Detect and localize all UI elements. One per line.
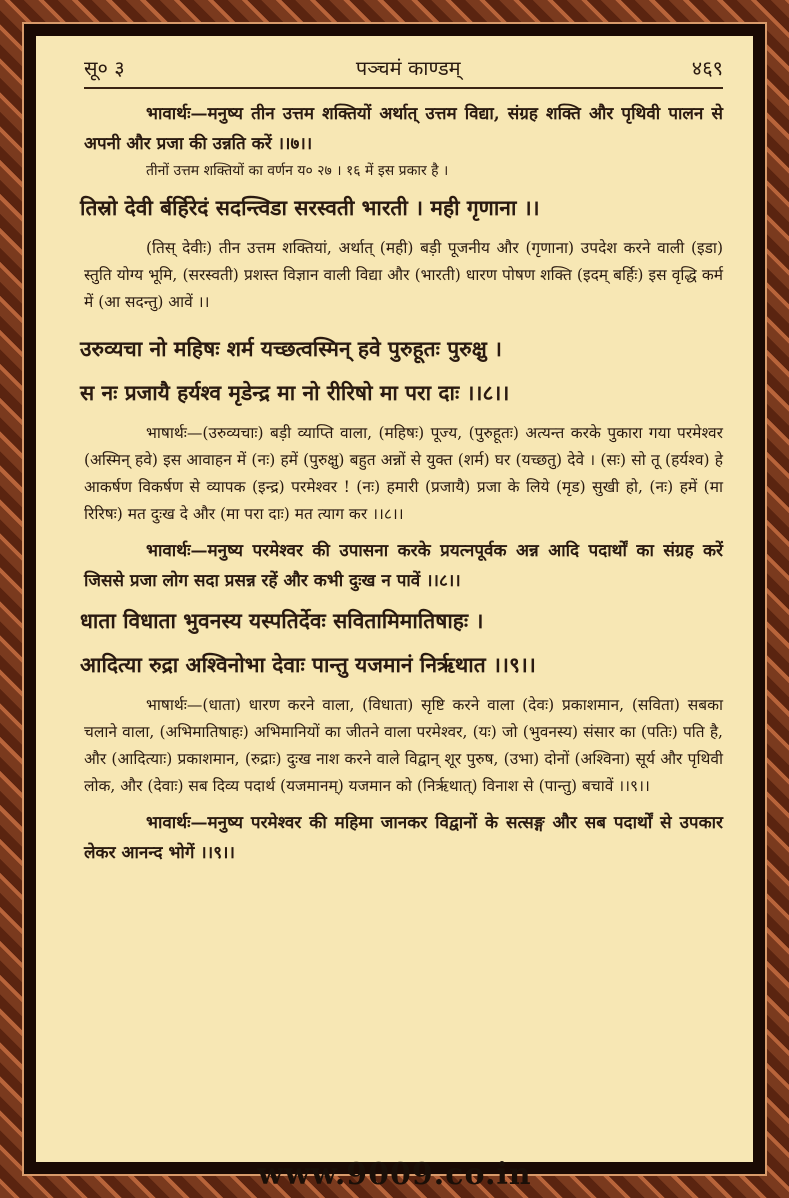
- page-number: ४६९: [691, 56, 723, 80]
- bhavartha-8: भावार्थः—मनुष्य परमेश्वर की उपासना करके प्रयत्नपूर्वक अन्न आदि पदार्थों का संग्रह करें जिससे प्रजा लोग सदा प्रसन्न रहें और कभी दुःख न पावें ।।८।।: [84, 541, 723, 591]
- mantra-8-line-2: स नः प्रजायै हर्यश्व मृडेन्द्र मा नो रीरिषो मा परा दाः ।।८।।: [80, 380, 510, 405]
- yajur-bhasharth: (तिस् देवीः) तीन उत्तम शक्तियां, अर्थात् (मही) बड़ी पूजनीय और (गृणाना) उपदेश करने वाली (इडा) स्तुति योग्य भूमि, (सरस्वती) प्रशस्त विज्ञान वाली विद्या और (भारती) धारण पोषण शक्ति (इदम् बर्हिः) इस वृद्धि कर्म में (आ सदन्तु) आवें ।।: [84, 239, 723, 311]
- yajur-mantra: तिस्रो देवी र्बर्हिरेदं सदन्त्विडा सरस्वती भारती । मही गृणाना ।।: [80, 195, 540, 220]
- mantra-9-line-2: आदित्या रुद्रा अश्विनोभा देवाः पान्तु यजमानं निर्ऋथात ।।९।।: [80, 652, 536, 677]
- scanned-page: [36, 36, 753, 1162]
- bhasharth-8: भाषार्थः—(उरुव्यचाः) बड़ी व्याप्ति वाला, (महिषः) पूज्य, (पुरुहूतः) अत्यन्त करके पुकारा गया परमेश्वर (अस्मिन् हवे) इस आवाहन में (नः) हमें (पुरुक्षु) बहुत अन्नों से युक्त (शर्म) घर (यच्छतु) देवे । (सः) सो तू (हर्यश्व) हे आकर्षण विकर्षण से व्यापक (इन्द्र) परमेश्वर ! (नः) हमारी (प्रजायै) प्रजा के लिये (मृड) सुखी हो, (नः) हमें (मा रिरिषः) मत दुःख दे और (मा परा दाः) मत त्याग कर ।।८।।: [84, 424, 723, 523]
- mantra-8-line-1: उरुव्यचा नो महिषः शर्म यच्छत्वस्मिन् हवे पुरुहूतः पुरुक्षु ।: [80, 336, 503, 361]
- bhavartha-7: भावार्थः—मनुष्य तीन उत्तम शक्तियों अर्थात् उत्तम विद्या, संग्रह शक्ति और पृथिवी पालन से अपनी और प्रजा की उन्नति करें ।।७।।: [84, 104, 723, 154]
- sukta-number: सू० ३: [84, 56, 125, 80]
- reference-note: तीनों उत्तम शक्तियों का वर्णन य० २७ । १६ में इस प्रकार है ।: [146, 163, 449, 179]
- website-watermark: www.9009.co.in: [257, 1157, 532, 1192]
- page-header: [84, 54, 723, 89]
- mantra-9-line-1: धाता विधाता भुवनस्य यस्पतिर्देवः सवितामिमातिषाहः ।: [80, 608, 484, 633]
- kanda-title: पञ्चमं काण्डम्: [355, 56, 461, 80]
- bhavartha-9: भावार्थः—मनुष्य परमेश्वर की महिमा जानकर विद्वानों के सत्सङ्ग और सब पदार्थों से उपकार लेकर आनन्द भोगें ।।९।।: [84, 813, 723, 863]
- bhasharth-9: भाषार्थः—(धाता) धारण करने वाला, (विधाता) सृष्टि करने वाला (देवः) प्रकाशमान, (सविता) सबका चलाने वाला, (अभिमातिषाहः) अभिमानियों का जीतने वाला परमेश्वर, (यः) जो (भुवनस्य) संसार का (पतिः) पति है, और (आदित्याः) प्रकाशमान, (रुद्राः) दुःख नाश करने वाले विद्वान् शूर पुरुष, (उभा) दोनों (अश्विना) सूर्य और पृथिवी लोक, और (देवाः) सब दिव्य पदार्थ (यजमानम्) यजमान को (निर्ऋथात्) विनाश से (पान्तु) बचावें ।।९।।: [84, 696, 723, 795]
